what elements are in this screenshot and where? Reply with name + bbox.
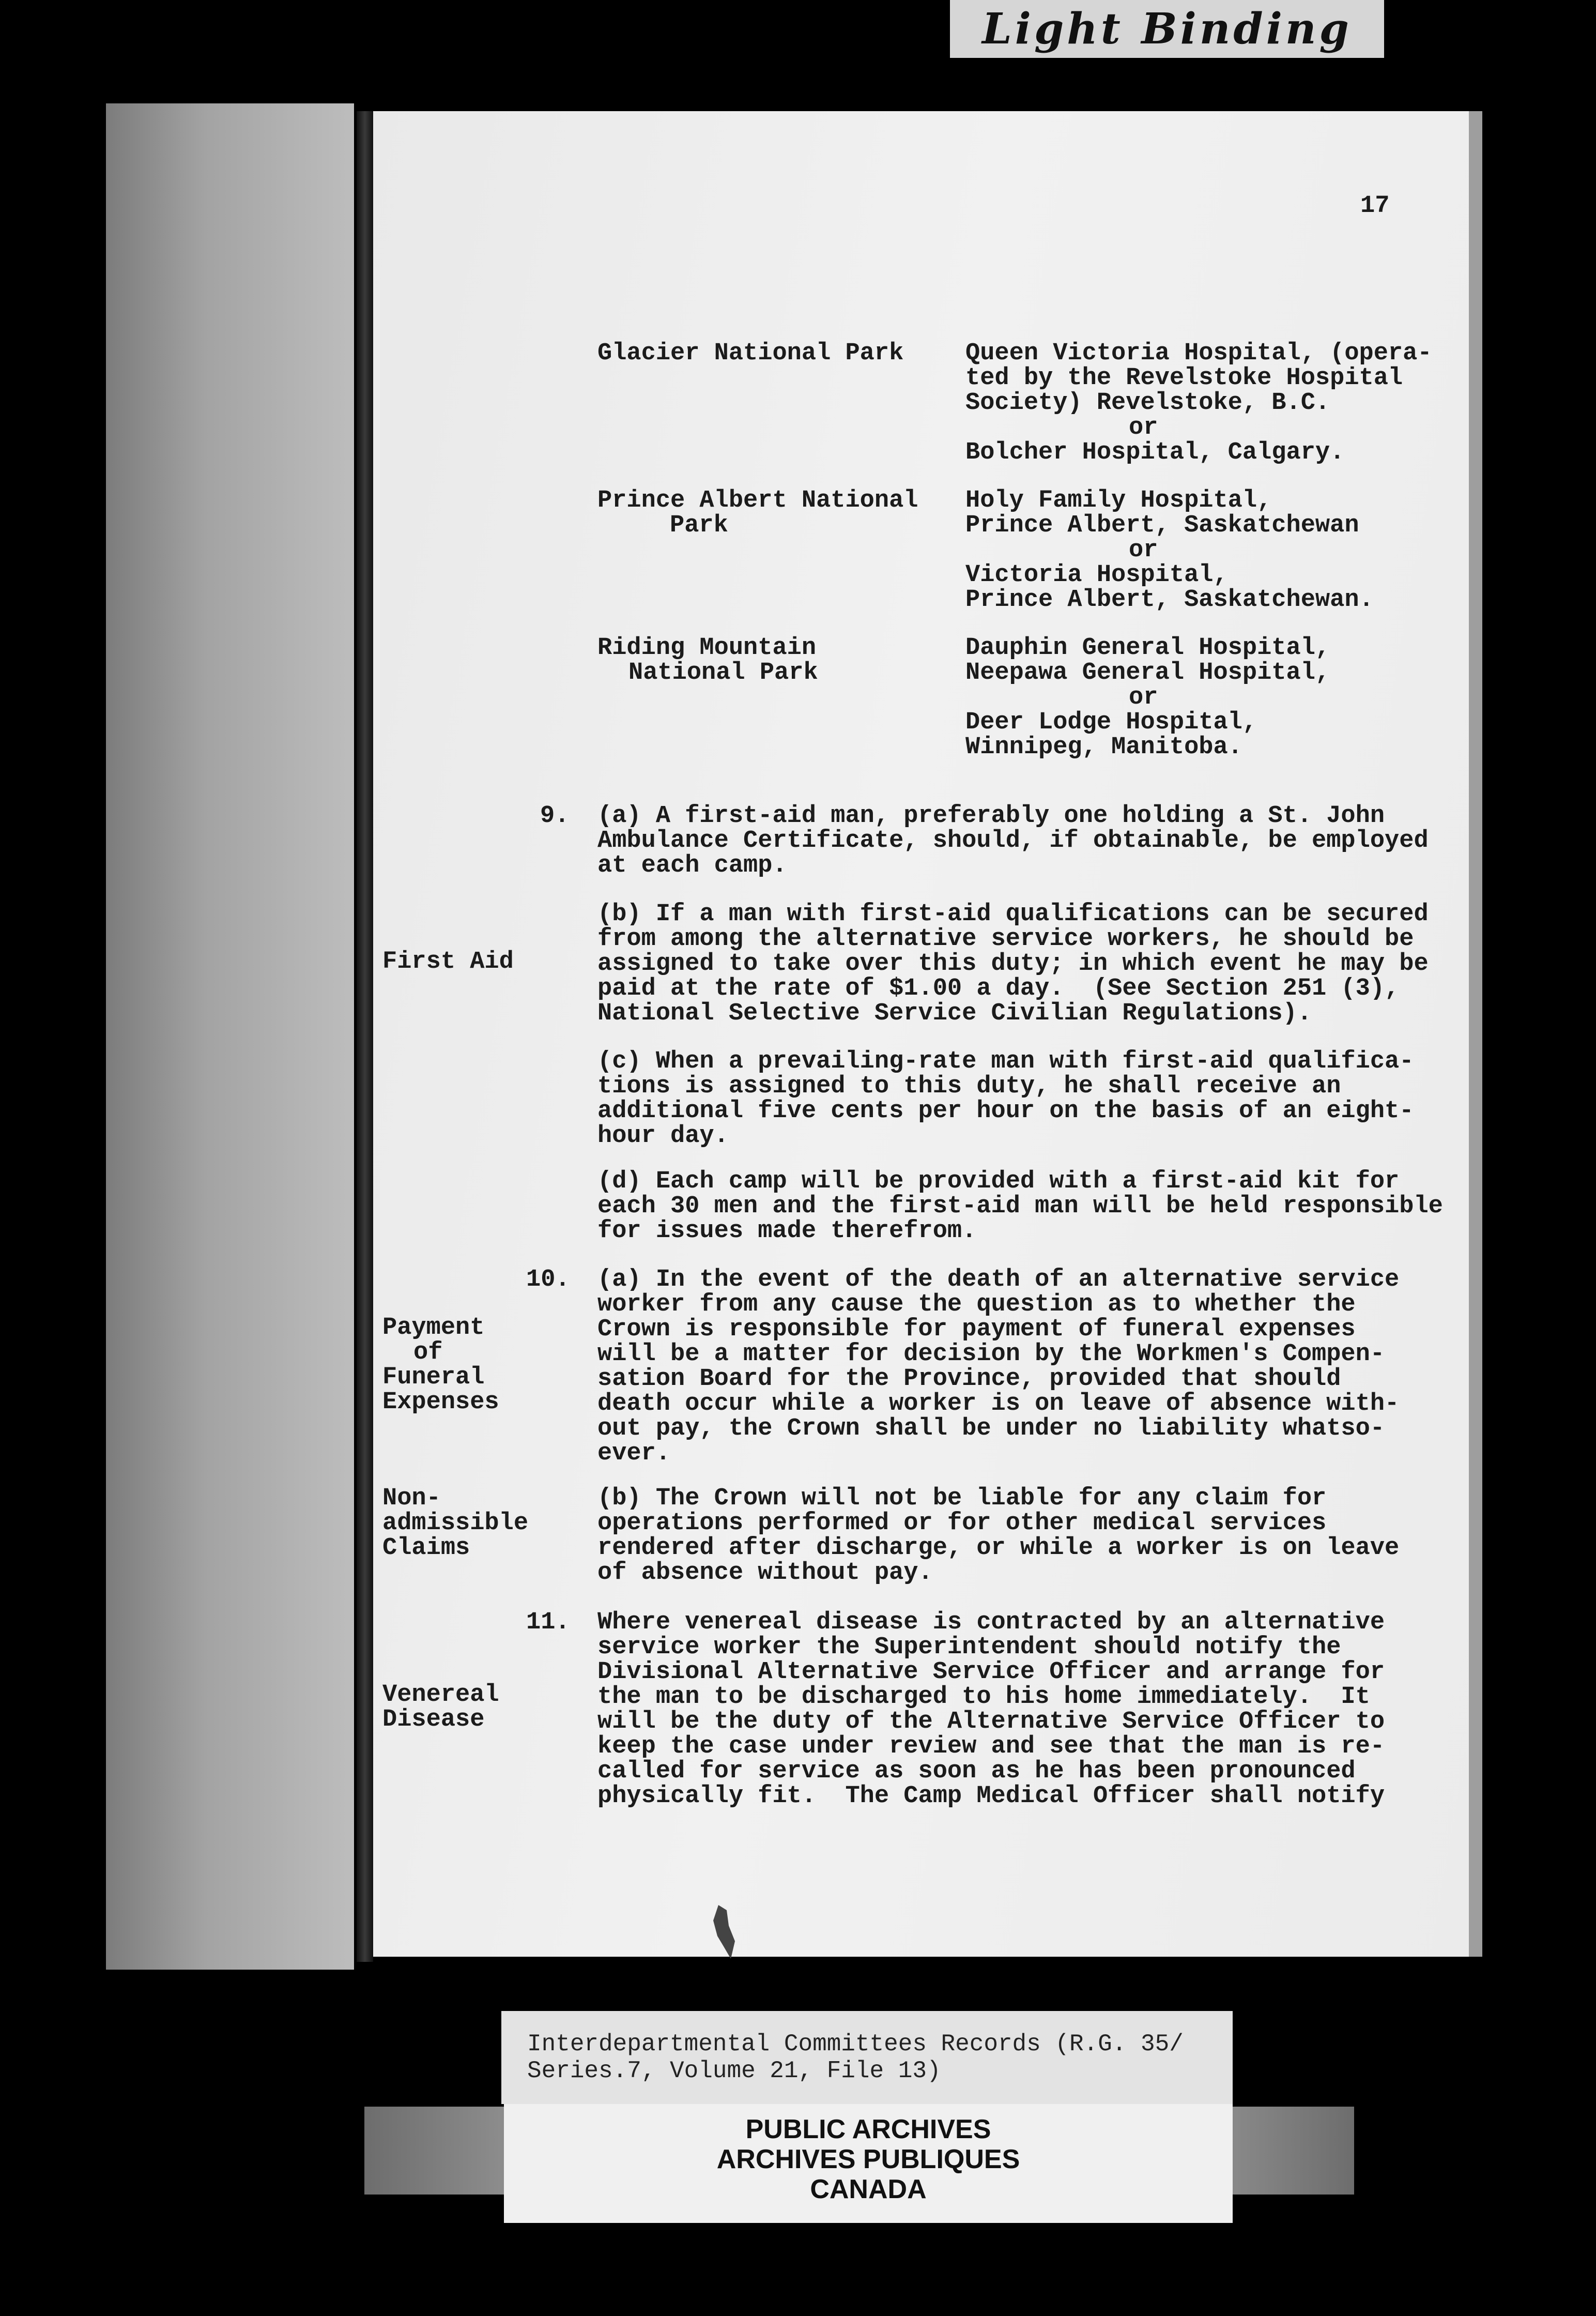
archive-stamp xyxy=(504,2104,1233,2223)
archive-stamp-line: ARCHIVES PUBLIQUES xyxy=(716,2144,1020,2174)
section-number: 11. xyxy=(526,1609,570,1636)
section-number: 10. xyxy=(526,1266,570,1293)
page-number: 17 xyxy=(1360,192,1390,220)
margin-heading-venereal-disease: Venereal Disease xyxy=(382,1681,499,1733)
document-page xyxy=(373,111,1469,1957)
paragraph-11: Where venereal disease is contracted by an alternative service worker the Superintendent should notify the Divisional Alternative Service Officer and arrange for the man to be discharged to his home immediately. It will be the duty of the Alternative Service Officer to keep the case under review and see that the man is re- called for service as soon as he has been pronounced physically fit. The Camp Medical Officer shall notify xyxy=(597,1609,1385,1810)
archive-stamp-line: PUBLIC ARCHIVES xyxy=(745,2114,991,2144)
hospital-list: Dauphin General Hospital, Neepawa General Hospital, or Deer Lodge Hospital, Winnipeg, Manitoba. xyxy=(965,634,1330,761)
park-name: Glacier National Park xyxy=(597,340,904,367)
paragraph-10a: (a) In the event of the death of an alternative service worker from any cause the question as to whether the Crown is responsible for payment of funeral expenses will be a matter for decision by the Workmen's Compen- sation Board for the Province, provided that should death occur while a worker is on leave of absence with- out pay, the Crown shall be under no liability whatso- ever. xyxy=(597,1266,1400,1467)
ink-blot xyxy=(708,1905,739,1962)
paragraph-9a: (a) A first-aid man, preferably one holding a St. John Ambulance Certificate, should, if obtainable, be employed at each camp. xyxy=(597,802,1429,879)
park-name: Prince Albert National Park xyxy=(597,487,918,539)
section-number: 9. xyxy=(540,802,570,830)
book-binding xyxy=(357,111,373,1962)
hospital-list: Queen Victoria Hospital, (opera- ted by the Revelstoke Hospital Society) Revelstoke, B.C. or Bolcher Hospital, Calgary. xyxy=(965,340,1432,466)
margin-heading-funeral-expenses: Payment of Funeral Expenses xyxy=(382,1314,499,1416)
margin-heading-first-aid: First Aid xyxy=(382,948,514,976)
archive-reference-slip: Interdepartmental Committees Records (R.G. 35/ Series.7, Volume 21, File 13) xyxy=(501,2011,1233,2104)
paragraph-9c: (c) When a prevailing-rate man with first-aid qualifica- tions is assigned to this duty, he shall receive an additional five cents per hour on the basis of an eight- hour day. xyxy=(597,1048,1414,1150)
hospital-list: Holy Family Hospital, Prince Albert, Saskatchewan or Victoria Hospital, Prince Albert, Saskatchewan. xyxy=(965,487,1374,614)
page-edge xyxy=(1469,111,1482,1957)
handwritten-label: Light Binding xyxy=(950,0,1384,58)
archive-stamp-line: CANADA xyxy=(810,2174,927,2204)
paragraph-9b: (b) If a man with first-aid qualifications can be secured from among the alternative service workers, he should be assigned to take over this duty; in which event he may be paid at the rate of $1.00 a day. (See Section 251 (3), National Selective Service Civilian Regulations). xyxy=(597,901,1429,1027)
park-name: Riding Mountain National Park xyxy=(597,634,818,687)
paragraph-9d: (d) Each camp will be provided with a first-aid kit for each 30 men and the first-aid man will be held responsible for issues made therefrom. xyxy=(597,1168,1443,1245)
paragraph-10b: (b) The Crown will not be liable for any claim for operations performed or for other medical services rendered after discharge, or while a worker is on leave of absence without pay. xyxy=(597,1485,1400,1587)
facing-page-edge xyxy=(106,103,354,1970)
margin-heading-non-admissible-claims: Non- admissible Claims xyxy=(382,1485,529,1562)
